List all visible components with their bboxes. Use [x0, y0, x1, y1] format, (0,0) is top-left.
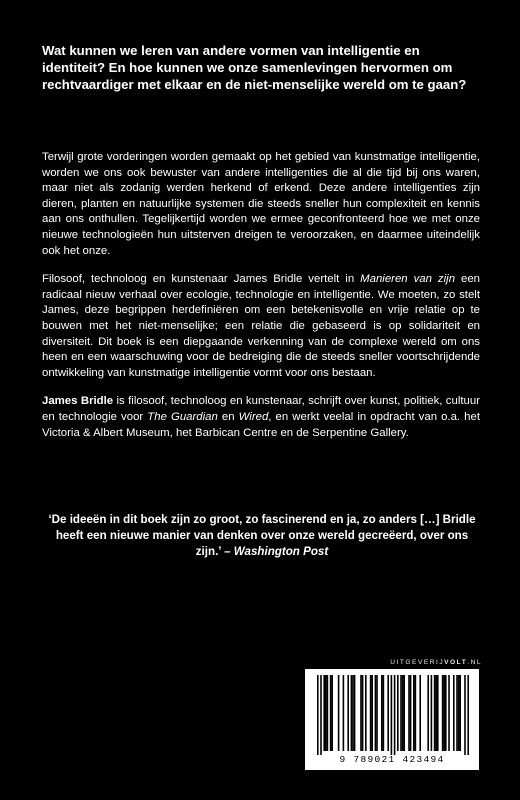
blurb-paragraph-1: Terwijl grote vorderingen worden gemaakt op het gebied van kunstmatige intelligentie, worden we ons ook bewuster van andere intelligenties die al die tijd bij ons waren, maar niet als zodanig werden herkend of erkend. Deze andere intelligenties zijn dieren, planten en natuurlijke systemen die steeds sneller hun complexiteit en kennis aan ons onthullen. Tegelijkertijd worden we ermee geconfronteerd hoe we met onze nieuwe technologieën hun uitsterven dreigen te veroorzaken, en daarmee uiteindelijk ook het onze.	[42, 151, 480, 257]
press-quote	[42, 512, 482, 560]
barcode-bar	[435, 675, 437, 751]
bio-text-2: en	[217, 410, 239, 423]
barcode-bar	[352, 675, 354, 751]
barcode-bar	[400, 675, 402, 751]
barcode-bar	[437, 675, 439, 751]
barcode-bar	[371, 675, 373, 751]
publisher-name: VOLT	[444, 659, 468, 666]
author-bio	[42, 394, 480, 441]
publication-guardian: The Guardian	[147, 410, 218, 423]
barcode-bar	[445, 675, 447, 751]
quote-source: Washington Post	[233, 545, 329, 558]
barcode-bar	[376, 675, 378, 751]
publisher-suffix: .NL	[467, 659, 482, 666]
barcode-bar	[383, 675, 385, 751]
barcode-bar	[443, 675, 445, 751]
isbn-barcode	[305, 669, 479, 770]
barcode-bar	[370, 675, 372, 751]
barcode-bar	[413, 675, 415, 751]
barcode-bar	[459, 675, 461, 751]
barcode-bar	[456, 675, 458, 751]
author-name: James Bridle	[42, 395, 114, 408]
barcode-bar	[397, 675, 399, 751]
barcode-bar	[351, 675, 353, 751]
publication-wired: Wired	[238, 410, 269, 423]
barcode-bar	[323, 675, 325, 751]
barcode-bar	[360, 675, 362, 751]
barcode-bar	[338, 675, 340, 751]
barcode-bar	[354, 675, 356, 751]
barcode-bar	[343, 675, 345, 751]
barcode-bar	[448, 675, 450, 751]
barcode-bar	[467, 675, 469, 755]
isbn-digits: 9 789021 423494	[339, 754, 445, 765]
barcode-bar	[408, 675, 410, 751]
barcode-bar	[434, 675, 436, 751]
para2-text-after: een radicaal nieuw verhaal over ecologie, technologie en intelligentie. We moeten, zo stelt James, deze begrippen herdefiniëren om een betekenisvolle en vrije relatie op te bouwen met het niet-menselijke; een relatie die gebaseerd is op solidariteit en diversiteit. Dit boek is een diepgaande verkenning van de complexe wereld om ons heen en een waarschuwing voor de bedreiging die de steeds sneller voortschrijdende ontwikkeling van kunstmatige intelligentie vormt voor ons bestaan.	[42, 273, 481, 379]
barcode-bar	[402, 675, 404, 751]
barcode-bar	[331, 675, 333, 751]
quote-text: ‘De ideeën in dit boek zijn zo groot, zo fascinerend en ja, zo anders […] Bridle heeft een nieuwe manier van denken over onze wereld gecreëerd, over ons zijn.’ –	[48, 513, 476, 558]
barcode-bar	[415, 675, 417, 751]
barcode-bar	[347, 675, 349, 751]
barcode-bar	[381, 675, 383, 751]
cover-headline: Wat kunnen we leren van andere vormen van intelligentie en identiteit? En hoe kunnen we onze samenlevingen hervormen om rechtvaardiger met elkaar en de niet-menselijke wereld om te gaan?	[42, 43, 467, 92]
bio-text-1: is filosoof, technoloog en kunstenaar, schrijft over kunst, politiek, cultuur en technologie voor	[42, 395, 480, 423]
barcode-bar	[387, 675, 389, 751]
barcode-bar	[330, 675, 332, 751]
barcode-bar	[325, 675, 327, 751]
para2-text-before: Filosoof, technoloog en kunstenaar James Bridle vertelt in	[42, 273, 361, 286]
blurb-paragraph-2	[42, 272, 480, 381]
barcode-bar	[464, 675, 466, 755]
barcode-bar	[375, 675, 377, 751]
publisher-prefix: UITGEVERIJ	[390, 659, 445, 666]
barcode-bar	[458, 675, 460, 751]
barcode-bar	[317, 675, 319, 755]
barcode-bar	[419, 675, 421, 751]
barcode-bar	[365, 675, 367, 751]
barcode-bar	[394, 675, 396, 755]
barcode-bar	[453, 675, 455, 751]
barcode-bar	[403, 675, 405, 751]
bio-text-3: , en werkt veelal in opdracht van o.a. het Victoria & Albert Museum, het Barbican Centre en de Serpentine Gallery.	[42, 410, 480, 439]
barcode-bar	[327, 675, 329, 751]
barcode-bar	[442, 675, 444, 751]
barcode-bar	[427, 675, 429, 751]
blurb-body	[42, 150, 480, 454]
barcode-bar	[431, 675, 433, 751]
barcode-bar	[320, 675, 322, 755]
publisher-logo	[307, 659, 482, 666]
barcode-bar	[362, 675, 364, 751]
barcode-bar	[391, 675, 393, 755]
book-title: Manieren van zijn	[360, 273, 456, 286]
barcode-bar	[410, 675, 412, 751]
